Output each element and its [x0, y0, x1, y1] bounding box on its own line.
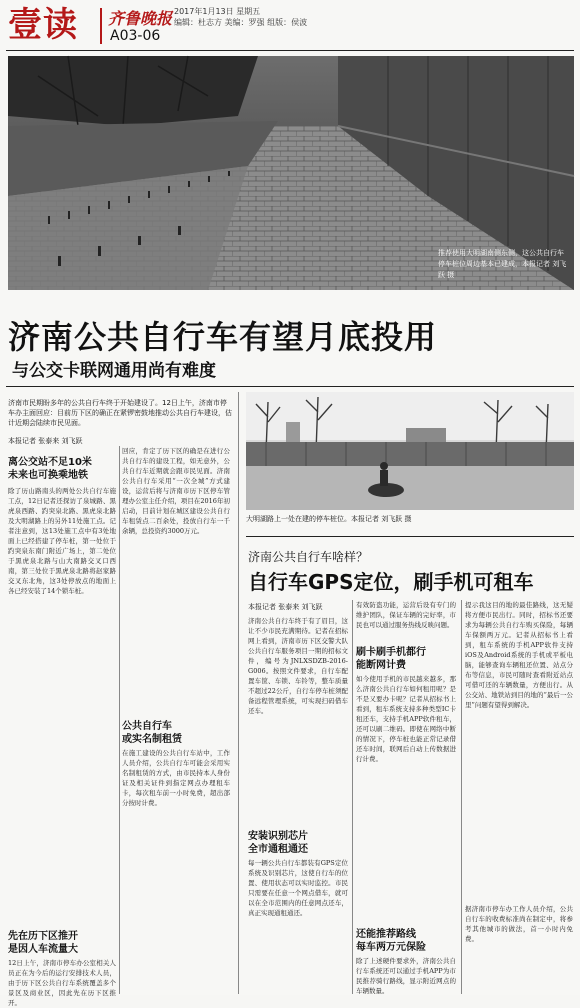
column-b-mid: 如今使用手机的市民越来越多，那么济南公共自行车如何租用呢？是不是又要办卡呢？记者从招标书上看到，租车系统支持多种类型IC卡租还车，支持手机APP软件租车，还可以刷二维码。即使在网络中断的情况下，停车桩也能正常记录借还车时间，联网后自动上传数据进行计费。: [356, 675, 456, 763]
headline-rule: [6, 386, 574, 387]
masthead-divider: [100, 8, 102, 44]
issue-date: 2017年1月13日 星期五: [174, 7, 261, 16]
subhead-chip: 安装识别芯片 全市通租通还: [248, 831, 308, 855]
subhead-lixia-district: 先在历下区推开 是因人车流量大: [8, 931, 78, 955]
column-c-tail: 据济南市停车办工作人员介绍，公共自行车的收费标准尚在制定中，将参考其他城市的做法，首一小时内免费。: [465, 905, 573, 943]
column-2-text: 回应，肯定了历下区的确是在进行公共自行车的建设工程，如无意外，公共自行车近期就会跟市民见面。济南公共自行车采用“一次全城”方式建设，运营后将与济南市历下区停车管理办公室主任介绍，项目在2016年初启动，目前计划在城区建设公共自行车租赁点二百余处，投放自行车一千余辆，总投资约3000万元。: [122, 447, 230, 535]
second-story-kicker: 济南公共自行车啥样？: [248, 550, 369, 564]
lead-paragraph: 济南市民期盼多年的公共自行车终于开始建设了。12日上午，济南市停车办主面回应：目前历下区的确正在紧锣密鼓地推动公共自行车建设，估计近期会陆续市民见面。: [8, 399, 232, 427]
column-rule-2: [238, 392, 239, 994]
column-rule-1: [119, 446, 120, 994]
column-rule-3: [352, 600, 353, 994]
column-2-tail: 在施工建设的公共自行车站中，工作人员介绍，公共自行车可能会采用实名制租赁的方式，由市民持本人身份证及相关证件到指定网点办理租车卡，每次租车前一小时免费，超出部分按时计费。: [122, 749, 230, 807]
issue-meta: [174, 6, 307, 28]
column-rule-4: [461, 600, 462, 994]
column-b-text: 有效防盗功能，运营后设有专门的维护团队，保证车辆的完好率，市民也可以通过服务热线反映问题。: [356, 601, 456, 629]
subhead-real-name: 公共自行车 或实名制租赁: [122, 721, 182, 745]
second-photo: [246, 392, 574, 510]
newspaper-logo: 齐鲁晚报: [108, 9, 173, 28]
section-title: 壹读: [8, 5, 78, 45]
subhead-bus-stop: 离公交站不足10米 未来也可换乘地铁: [8, 457, 92, 481]
column-a-text: 济南公共自行车终于有了眉目，这让不少市民充满期待。记者在招标网上看到，济南市历下区交警大队公共自行车服务项目一期的招标文件，编号为JNLXSDZB-2016-G006。按照文件要求，自行车配置车筐、车锁、车铃等，整车质量不超过22公斤，自行车停车桩须配备远程管理系统，可实现扫码借车还车。: [248, 617, 348, 715]
page-range: A03-06: [110, 28, 161, 44]
masthead-rule: [6, 50, 574, 51]
second-story-byline: 本报记者 张泰来 刘飞跃: [248, 603, 323, 611]
second-story-headline: 自行车GPS定位，刷手机可租车: [248, 570, 534, 594]
main-byline: 本报记者 张泰来 刘飞跃: [8, 437, 83, 445]
column-1-tail: 12日上午，济南市停车办公室相关人员正在为今后的运行安排技术人员，由于历下区公共自行车系统覆盖多个景区及商业区，因此先在历下区推开。: [8, 959, 116, 1007]
second-story-rule: [246, 536, 574, 537]
street-construction-image: [246, 392, 574, 510]
top-photo: [8, 56, 574, 290]
top-photo-caption: 推荐使用大明湖南侧东侧，这公共自行车停车桩位周边基本已建成，本报记者 刘飞跃 摄: [438, 249, 567, 279]
column-a-tail: 每一辆公共自行车都装有GPS定位系统及识别芯片，这使自行车的位置、使用状态可以实时监控。市民只需要在任意一个网点借车，就可以在全市范围内的任意网点还车，真正实现通租通还。: [248, 859, 348, 917]
main-subheadline: 与公交卡联网通用尚有难度: [12, 361, 216, 381]
main-headline: 济南公共自行车有望月底投用: [8, 318, 438, 356]
column-1-text: 除了历山路南头的两处公共自行车施工点，12日记者还探访了泉城路、黑虎泉西路、趵突泉北路、黑虎泉北路及大明湖路上的另外11处施工点。记者注意到，这13处施工点中有3处地面上已经搭建了停车桩，第一处位于趵突泉东南门附近广场上，第二处位于黑虎泉北路与山大南路交叉口西南，第三处位于黑虎泉北路将赵家路交叉东北角，这3处停放点的地面上各已经安装了14个锁车桩。: [8, 487, 116, 595]
column-b-tail: 除了上述硬件要求外，济南公共自行车系统还可以通过手机APP为市民推荐骑行路线，显示附近网点的车辆数量。: [356, 957, 456, 995]
column-c-text: 提示我这目的地的最佳路线，这无疑将方便市民出行。同时，招标书还要求为每辆公共自行车购买保险，每辆车保额两万元。记者从招标书上看到，租车系统的手机APP软件支持iOS及Android系统的手机或平板电脑，能够查询车辆租还位置、站点分布等信息，市民可随时查看附近站点可借可还的车辆数量，方便出行。从公交站、地铁站到目的地的“最后一公里”问题有望得到解决。: [465, 601, 573, 709]
second-photo-caption: 大明湖路上一处在建的停车桩位。本报记者 刘飞跃 摄: [246, 515, 412, 523]
editor-credits: 编辑：杜志方 美编：罗强 组版：侯波: [174, 18, 308, 27]
subhead-phone-rental: 刷卡刷手机都行 能断网计费: [356, 647, 426, 671]
subhead-route-insurance: 还能推荐路线 每车两万元保险: [356, 929, 426, 953]
